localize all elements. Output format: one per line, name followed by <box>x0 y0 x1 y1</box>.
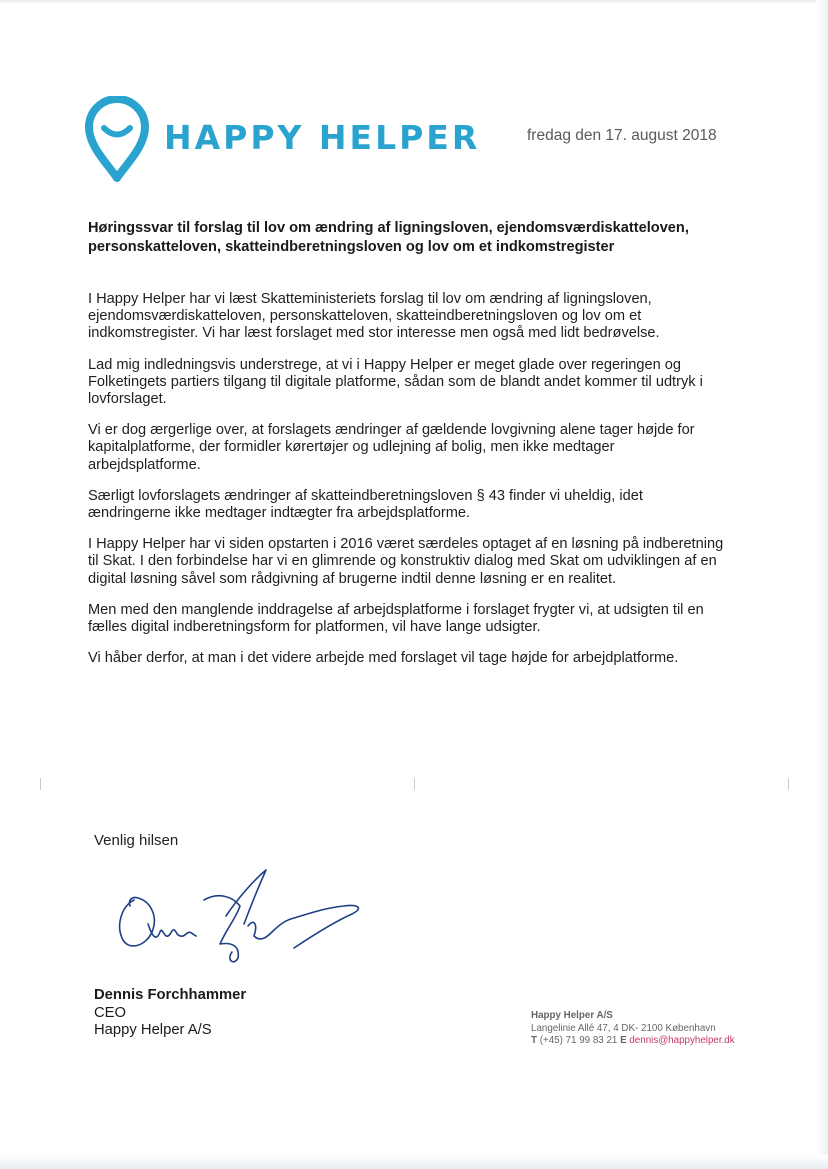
scan-mark <box>788 778 789 790</box>
body-paragraph: Men med den manglende inddragelse af arbejdsplatforme i forslaget frygter vi, at udsigten til en fælles digital indberetningsform for platformen, vil have lange udsigter. <box>88 601 704 636</box>
signer-title: CEO <box>94 1004 127 1021</box>
body-paragraph: I Happy Helper har vi siden opstarten i 2016 været særdeles optaget af en løsning på indberetning til Skat. I den forbindelse har vi en glimrende og konstruktiv dialog med Skat om udviklingen af en digital løsning såvel som rådgivning af brugerne indtil denne løsning er en realitet. <box>88 536 724 587</box>
company-phone: (+45) 71 99 83 21 <box>539 1035 618 1047</box>
body-paragraph: Vi håber derfor, at man i det videre arbejde med forslaget vil tage højde for arbejdplatforme. <box>88 650 679 667</box>
signer-company: Happy Helper A/S <box>94 1022 212 1038</box>
signer-name: Dennis Forchhammer <box>94 987 247 1003</box>
letter-body <box>88 291 728 681</box>
company-name: Happy Helper A/S <box>531 1010 613 1021</box>
company-info <box>531 1010 735 1048</box>
email-label: E <box>620 1035 627 1047</box>
body-paragraph: Vi er dog ærgerlige over, at forslagets ændringer af gældende lovgivning alene tager højde for kapitalplatforme, der formidler kørertøjer og udlejning af bolig, men ikke medtager arbejdsplatforme. <box>88 422 695 473</box>
handwritten-signature <box>108 862 368 972</box>
map-pin-smile-icon <box>84 96 150 182</box>
letter-date: fredag den 17. august 2018 <box>527 127 717 144</box>
scan-edge-bottom <box>0 1155 828 1169</box>
logo-wordmark: HAPPY HELPER <box>164 118 481 157</box>
company-logo <box>84 96 481 186</box>
company-address: Langelinie Allé 47, 4 DK- 2100 København <box>531 1022 716 1034</box>
signer-block <box>94 987 246 1040</box>
body-paragraph: Særligt lovforslagets ændringer af skatteindberetningsloven § 43 finder vi uheldig, idet ændringerne ikke medtager indtægter fra arbejdsplatforme. <box>88 487 643 522</box>
scan-mark <box>414 778 415 790</box>
scan-edge-top <box>0 0 828 4</box>
letter-subject: Høringssvar til forslag til lov om ændring af ligningsloven, ejendomsværdiskatteloven, personskatteloven, skatteindberetningsloven og lov om et indkomstregister <box>88 220 689 255</box>
closing-salutation: Venlig hilsen <box>94 832 179 849</box>
body-paragraph: I Happy Helper har vi læst Skatteministeriets forslag til lov om ændring af ligningsloven, ejendomsværdiskatteloven, personskatteloven, skatteindberetningsloven og lov om et indkomstregister. Vi har læst forslaget med stor interesse men også med lidt bedrøvelse. <box>88 291 660 342</box>
body-paragraph: Lad mig indledningsvis understrege, at vi i Happy Helper er meget glade over regeringen og Folketingets partiers tilgang til digitale platforme, sådan som de blandt andet kommer til udtryk i lovforslaget. <box>88 356 703 408</box>
company-contact <box>531 1035 735 1048</box>
scan-mark <box>40 778 41 790</box>
phone-label: T <box>531 1035 537 1047</box>
scan-edge-right <box>816 0 828 1169</box>
company-email-link[interactable]: dennis@happyhelper.dk <box>629 1035 735 1047</box>
